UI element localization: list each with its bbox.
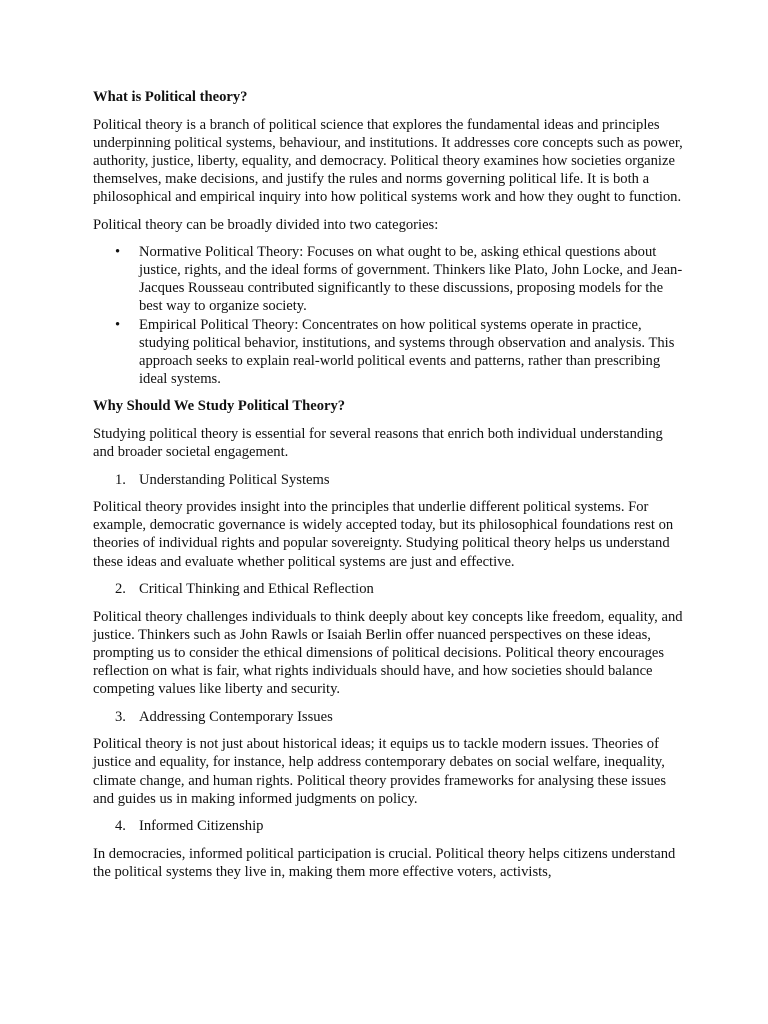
list-item-text: Empirical Political Theory: Concentrates on how political systems operate in practice, studying political behavior, institutions, and systems through observation and analysis. This approach seeks to explain real-world political events and patterns, rather than prescribing ideal systems.	[139, 316, 675, 387]
bullet-icon: •	[115, 316, 121, 333]
bullet-icon: •	[115, 244, 121, 261]
item-body: In democracies, informed political participation is crucial. Political theory helps citizens understand the political systems they live in, making them more effective voters, activists,	[93, 845, 676, 880]
numbered-item-title	[93, 580, 683, 598]
item-title: Informed Citizenship	[139, 818, 264, 835]
item-body: Political theory challenges individuals to think deeply about key concepts like freedom, equality, and justice. Thinkers such as John Rawls or Isaiah Berlin offer nuanced perspectives on these ideas, prompting us to consider the ethical dimensions of political decisions. Political theory encourages reflection on what is fair, what rights individuals should have, and how societies should balance competing values like liberty and security.	[93, 608, 683, 698]
item-title: Critical Thinking and Ethical Reflection	[139, 581, 374, 598]
categories-list	[93, 243, 683, 388]
section-heading-why-study: Why Should We Study Political Theory?	[93, 398, 346, 415]
intro-paragraph: Political theory is a branch of political science that explores the fundamental ideas and principles underpinning political systems, behaviour, and institutions. It addresses core concepts such as power, authority, justice, liberty, equality, and democracy. Political theory examines how societies organize themselves, make decisions, and justify the rules and norms governing political life. It is both a philosophical and empirical inquiry into how political systems work and how they ought to function.	[93, 116, 683, 205]
list-item	[93, 316, 683, 388]
list-item	[93, 243, 683, 315]
section-heading-what-is: What is Political theory?	[93, 89, 248, 105]
list-item-text: Normative Political Theory: Focuses on what ought to be, asking ethical questions about justice, rights, and the ideal forms of government. Thinkers like Plato, John Locke, and Jean-Jacques Rousseau contributed significantly to these discussions, proposing models for the best way to organize society.	[139, 244, 683, 315]
item-number: 1.	[115, 471, 126, 488]
numbered-item-title	[93, 708, 683, 726]
item-number: 2.	[115, 581, 126, 598]
numbered-item-title	[93, 471, 683, 489]
item-title: Addressing Contemporary Issues	[139, 708, 333, 725]
numbered-item-title	[93, 817, 683, 835]
categories-intro: Political theory can be broadly divided into two categories:	[93, 216, 439, 233]
item-body: Political theory provides insight into the principles that underlie different political systems. For example, democratic governance is widely accepted today, but its philosophical foundations rest on theories of individual rights and popular sovereignty. Studying political theory helps us understand these ideas and evaluate whether political systems are just and effective.	[93, 499, 674, 570]
document-page	[93, 88, 683, 881]
item-number: 3.	[115, 708, 126, 725]
why-intro-paragraph: Studying political theory is essential for several reasons that enrich both individual understanding and broader societal engagement.	[93, 426, 663, 461]
item-title: Understanding Political Systems	[139, 471, 330, 488]
item-body: Political theory is not just about historical ideas; it equips us to tackle modern issues. Theories of justice and equality, for instance, help address contemporary debates on social welfare, inequality, climate change, and human rights. Political theory provides frameworks for analysing these issues and guides us in making informed judgments on policy.	[93, 736, 667, 807]
item-number: 4.	[115, 818, 126, 835]
